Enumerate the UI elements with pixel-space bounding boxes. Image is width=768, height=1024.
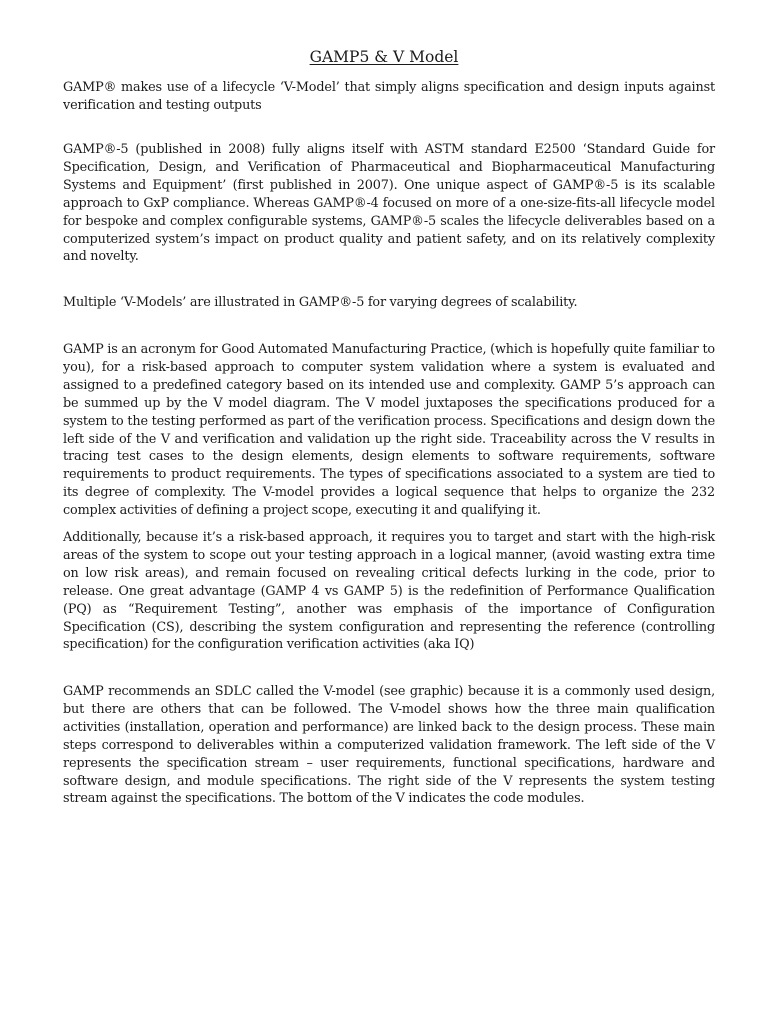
paragraph-sdlc-v-model: GAMP recommends an SDLC called the V-model (see graphic) because it is a commonly used design, but there are others that can be followed. The V-model shows how the three main qualification activities (installation, operation and performance) are linked back to the design process. These main steps correspond to deliverables within a computerized validation framework. The left side of the V represents the specification stream – user requirements, functional specifications, hardware and software design, and module specifications. The right side of the V represents the system testing stream against the specifications. The bottom of the V indicates the code modules. [63,684,715,807]
paragraph-risk-based-approach: Additionally, because it’s a risk-based approach, it requires you to target and start with the high-risk areas of the system to scope out your testing approach in a logical manner, (avoid wasting extra time on low risk areas), and remain focused on revealing critical defects lurking in the code, prior to release. One great advantage (GAMP 4 vs GAMP 5) is the redefinition of Performance Qualification (PQ) as “Requirement Testing”, another was emphasis of the importance of Configuration Specification (CS), describing the system configuration and representing the reference (controlling specification) for the configuration verification activities (aka IQ) [63,530,715,653]
document-title: GAMP5 & V Model [309,48,459,66]
paragraph-gamp5-astm-e2500: GAMP®-5 (published in 2008) fully aligns itself with ASTM standard E2500 ‘Standard Guide for Specification, Design, and Verification of Pharmaceutical and Biopharmaceutical Manufacturing Systems and Equipment’ (first published in 2007). One unique aspect of GAMP®-5 is its scalable approach to GxP compliance. Whereas GAMP®-4 focused on more of a one-size-fits-all lifecycle model for bespoke and complex configurable systems, GAMP®-5 scales the lifecycle deliverables based on a computerized system’s impact on product quality and patient safety, and on its relatively complexity and novelty. [63,142,715,265]
paragraph-gamp-v-model-intro: GAMP® makes use of a lifecycle ‘V-Model’ that simply aligns specification and design inputs against verification and testing outputs [63,80,715,113]
paragraph-gamp-acronym: GAMP is an acronym for Good Automated Manufacturing Practice, (which is hopefully quite familiar to you), for a risk-based approach to computer system validation where a system is evaluated and assigned to a predefined category based on its intended use and complexity. GAMP 5’s approach can be summed up by the V model diagram. The V model juxtaposes the specifications produced for a system to the testing performed as part of the verification process. Specifications and design down the left side of the V and verification and validation up the right side. Traceability across the V results in tracing test cases to the design elements, design elements to software requirements, software requirements to product requirements. The types of specifications associated to a system are tied to its degree of complexity. The V-model provides a logical sequence that helps to organize the 232 complex activities of defining a project scope, executing it and qualifying it. [63,342,715,519]
paragraph-multiple-v-models: Multiple ‘V-Models’ are illustrated in GAMP®-5 for varying degrees of scalability. [63,295,578,310]
